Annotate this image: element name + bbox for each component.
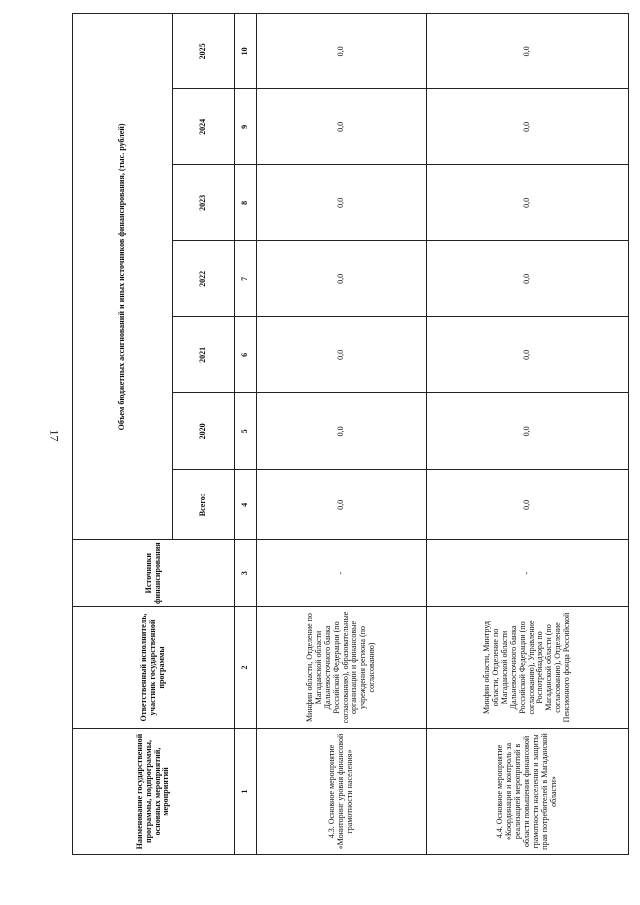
row-value: 0,0 [257, 165, 427, 241]
header-name: Наименование государственной программы, подпрограммы, основных мероприятий, мероприятий [73, 729, 235, 855]
table-row [427, 14, 629, 855]
row-source: - [257, 540, 427, 607]
row-value: 0,0 [427, 241, 629, 317]
column-number: 4 [235, 470, 257, 540]
row-name: 4.3. Основное мероприятие «Мониторинг уровня финансовой грамотности населения» [257, 729, 427, 855]
page-number: 17 [47, 429, 62, 442]
column-number: 5 [235, 393, 257, 470]
row-value: 0,0 [427, 89, 629, 165]
row-value: 0,0 [257, 317, 427, 393]
row-value: 0,0 [257, 14, 427, 89]
header-budget-group: Объем бюджетных ассигнований и иных источников финансирования, (тыс. рублей) [73, 14, 173, 540]
financing-table [72, 13, 629, 855]
row-responsible: Минфин области, Минтруд области, Отделение по Магаданской области Дальневосточного банка Российской Федерации (по согласованию), Управление Роспотребнадзора по Магаданской области (по согласованию), Отделение Пенсионного фонда Российской [427, 607, 629, 729]
header-year: 2022 [173, 241, 235, 317]
column-number: 3 [235, 540, 257, 607]
table-row [257, 14, 427, 855]
column-number: 7 [235, 241, 257, 317]
row-responsible: Минфин области, Отделение по Магаданской области Дальневосточного банка Российской Федерации (по согласованию), образовательные организации и финансовые учреждения региона (по согласованию) [257, 607, 427, 729]
column-number: 10 [235, 14, 257, 89]
header-source: Источники финансирования [73, 540, 235, 607]
header-responsible: Ответственный исполнитель, участник государственной программы [73, 607, 235, 729]
row-name: 4.4. Основное мероприятие «Координация и контроль за реализацией мероприятий в области повышения финансовой грамотности населения и защиты прав потребителей в Магаданской области» [427, 729, 629, 855]
row-value: 0,0 [427, 165, 629, 241]
column-number: 9 [235, 89, 257, 165]
row-value: 0,0 [427, 317, 629, 393]
row-value-total: 0,0 [257, 470, 427, 540]
header-year: 2023 [173, 165, 235, 241]
row-value: 0,0 [257, 89, 427, 165]
row-value-total: 0,0 [427, 470, 629, 540]
header-total: Всего: [173, 470, 235, 540]
header-year: 2025 [173, 14, 235, 89]
header-year: 2024 [173, 89, 235, 165]
column-number: 2 [235, 607, 257, 729]
header-year: 2021 [173, 317, 235, 393]
row-value: 0,0 [257, 241, 427, 317]
row-value: 0,0 [427, 393, 629, 470]
column-number: 8 [235, 165, 257, 241]
row-source: - [427, 540, 629, 607]
column-number: 6 [235, 317, 257, 393]
column-number: 1 [235, 729, 257, 855]
row-value: 0,0 [427, 14, 629, 89]
column-number-row [235, 14, 257, 855]
header-year: 2020 [173, 393, 235, 470]
row-value: 0,0 [257, 393, 427, 470]
